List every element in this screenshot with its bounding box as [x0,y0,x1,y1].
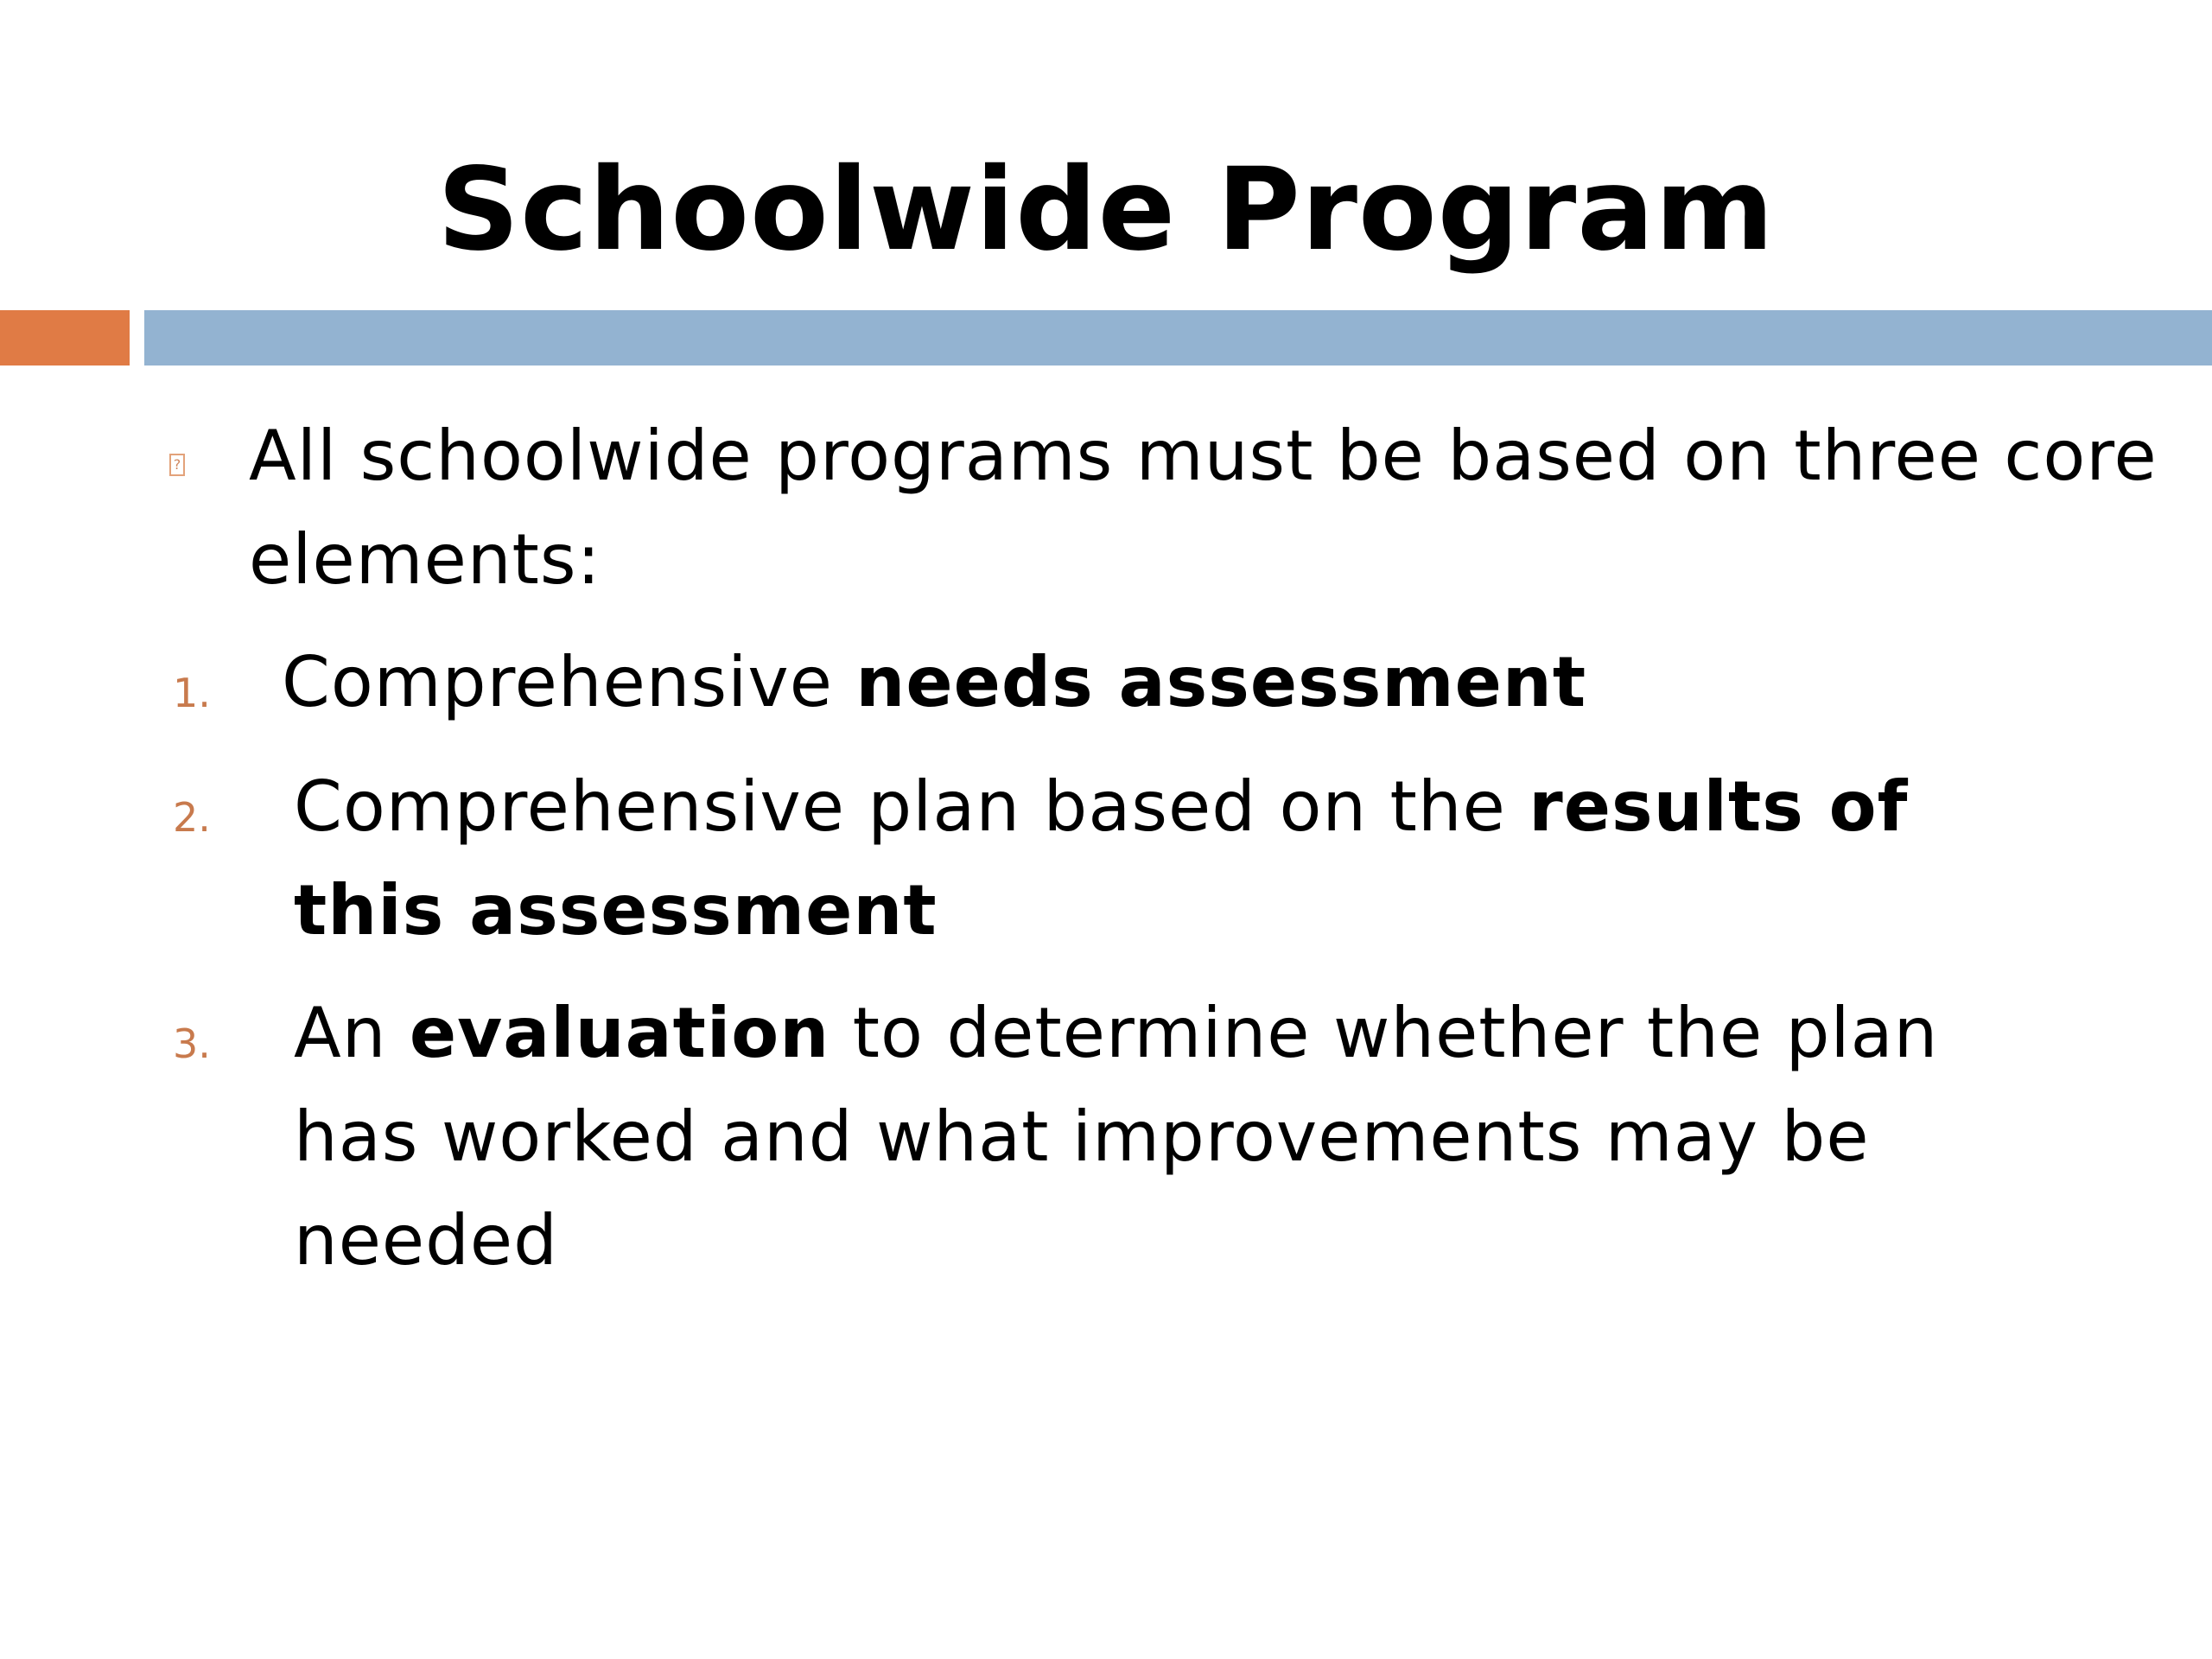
list-item-1: Comprehensive needs assessment [282,642,1587,722]
list-item-3-line-1: An evaluation to determine whether the plan [294,993,1939,1073]
list-item-3-line-3: needed [294,1200,558,1281]
intro-line-1: All schoolwide programs must be based on three core [249,416,2158,496]
list-number-2: 2. [173,794,211,841]
square-bullet-icon: ? [169,454,185,476]
list-number-1: 1. [173,670,211,716]
list-item-2-line-2: this assessment [294,870,938,950]
list-item-3-line-2: has worked and what improvements may be [294,1096,1870,1177]
list-item-2-line-1: Comprehensive plan based on the results of [294,766,1909,847]
accent-bar [0,310,130,365]
title-divider-bar [144,310,2212,365]
intro-line-2: elements: [249,519,601,600]
slide-title: Schoolwide Program [437,143,1775,276]
list-number-3: 3. [173,1020,211,1067]
